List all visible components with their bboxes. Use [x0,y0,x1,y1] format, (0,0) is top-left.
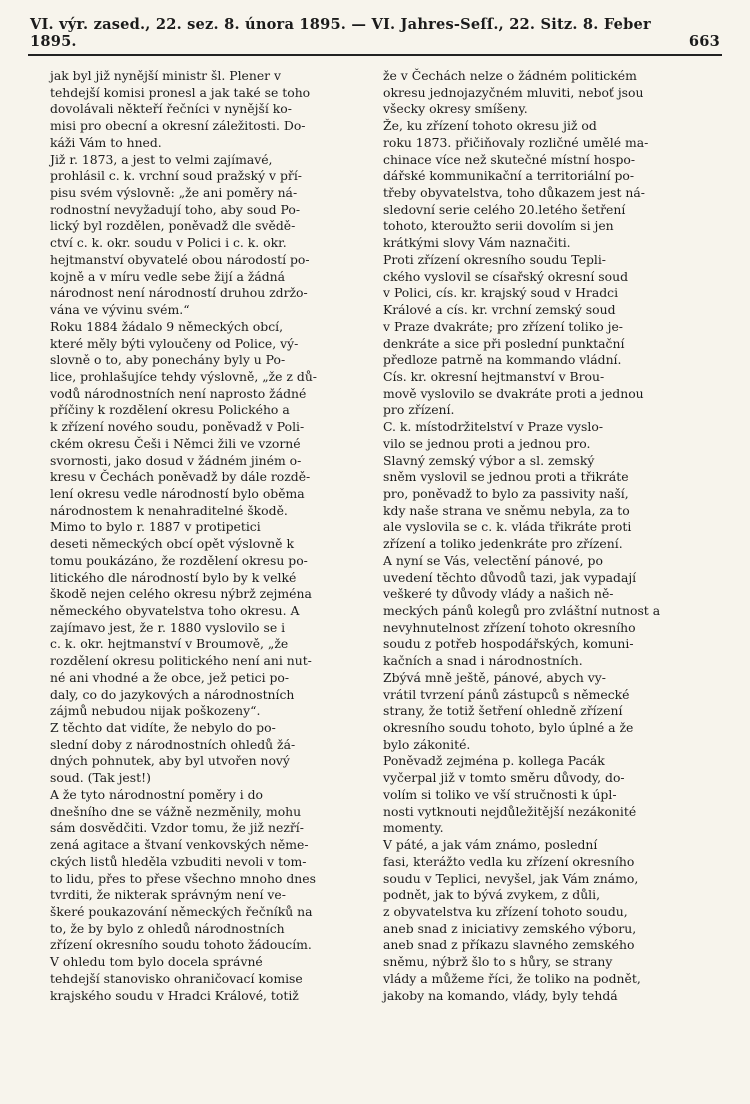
text-line: deseti německých obcí opět výslovně k [50,536,294,552]
text-line: daly, co do jazykových a národnostních [50,686,295,702]
running-header [30,16,720,50]
text-line: dnešního dne se vážně nezměnily, mohu [50,803,302,819]
text-line: V ohledu tom bylo docela správné [50,954,263,970]
text-line: ale vyslovila se c. k. vláda třikráte proti [383,519,632,535]
text-line: vodů národnostních není naprosto žádné [50,385,307,401]
text-line: momenty. [383,820,444,836]
text-line: vyčerpal již v tomto směru důvody, do- [383,770,625,786]
text-line: Z těchto dat vidíte, že nebylo do po- [50,720,276,736]
text-line: litického dle národností bylo by k velké [50,569,297,585]
text-line: příčiny k rozdělení okresu Polického a [50,402,290,418]
text-line: dářské kommunikační a territoriální po- [383,168,635,184]
text-line: A nyní se Vás, velectění pánové, po [383,552,603,568]
text-line: aneb snad z příkazu slavného zemského [383,937,635,953]
text-line: mově vyslovilo se dvakráte proti a jednou [383,385,644,401]
text-line: německého obyvatelstva toho okresu. A [50,603,300,618]
text-line: volím si toliko ve vší stručnosti k úpl- [383,786,617,802]
text-line: vána ve vývinu svém.“ [50,302,190,318]
text-line: Že, ku zřízení tohoto okresu již od [383,118,597,134]
text-line: tomu poukázáno, že rozdělení okresu po- [50,552,308,568]
text-line: C. k. místodržitelství v Praze vyslo- [383,419,604,435]
text-line: to lidu, přes to přese všechno mnoho dnes [50,870,316,886]
left-column [50,68,375,1004]
text-line: Proti zřízení okresního soudu Tepli- [383,251,606,267]
text-line: pisu svém výslovně: „že ani poměry ná- [50,185,298,201]
text-line: meckých pánů kolegů pro zvláštní nutnost a [383,603,661,618]
text-line: jakoby na komando, vlády, byly tehdá [383,987,618,1003]
right-column [383,68,708,1004]
text-line: v Polici, cís. kr. krajský soud v Hradci [383,285,619,301]
text-line: jak byl již nynější ministr šl. Plener v [50,68,282,83]
text-line: zřízení okresního soudu tohoto žádoucím. [50,937,312,953]
text-line: hejtmanství obyvatelé obou národostí po- [50,251,310,267]
text-line: bylo zákonité. [383,736,471,752]
text-line: káži Vám to hned. [50,134,162,150]
text-line: lice, prohlašujíce tehdy výslovně, „že z dů- [50,368,317,384]
text-line: prohlásil c. k. vrchní soud pražský v pří- [50,168,302,184]
text-line: zájmů nebudou nijak poškozeny“. [50,703,261,719]
text-line: uvedení těchto důvodů tazi, jak vypadají [383,569,637,585]
text-line: fasi, kterážto vedla ku zřízení okresního [383,853,635,869]
text-line: misi pro obecní a okresní záležitosti. Do- [50,118,306,134]
text-line: Již r. 1873, a jest to velmi zajímavé, [50,151,273,167]
text-line: nosti vytknouti nejdůležitější nezákonité [383,803,637,819]
text-line: Králové a cís. kr. vrchní zemský soud [383,302,616,318]
text-line: zajímavo jest, že r. 1880 vyslovilo se i [50,619,286,635]
text-line: okresního soudu tohoto, bylo úplné a že [383,720,634,736]
text-line: svornosti, jako dosud v žádném jiném o- [50,452,302,468]
header-rule [28,54,722,56]
text-line: tvrditi, že nikterak správným není ve- [50,887,286,903]
text-line: rozdělení okresu politického není ani nut- [50,653,312,669]
text-line: třeby obyvatelstva, toho důkazem jest ná- [383,185,645,201]
text-line: soudu z potřeb hospodářských, komuni- [383,636,634,652]
text-line: kojně a v míru vedle sebe žijí a žádná [50,268,286,284]
text-line: krátkými slovy Vám naznačiti. [383,235,571,251]
text-line: dných pohnutek, aby byl utvořen nový [50,753,290,769]
page-number: 663 [688,33,720,50]
text-line: lení okresu vedle národností bylo oběma [50,485,305,501]
text-line: krajského soudu v Hradci Králové, totiž [50,987,299,1003]
text-line: všecky okresy smíšeny. [383,101,528,117]
text-line: pro, poněvadž to bylo za passivity naší, [383,485,629,501]
text-line: které měly býti vyloučeny od Police, vý- [50,335,299,351]
text-line: vrátil tvrzení pánů zástupců s německé [383,686,630,702]
text-line: zřízení a toliko jedenkráte pro zřízení. [383,536,623,552]
text-line: škodě nejen celého okresu nýbrž zejména [50,586,312,602]
text-line: podnět, jak to bývá zvykem, z důli, [383,887,601,903]
text-line: dovolávali někteří řečníci v nynější ko- [50,101,292,117]
header-title: VI. výr. zased., 22. sez. 8. února 1895. — VI. Jahres-Seſſ., 22. Sitz. 8. Feber 1895. [30,16,651,50]
text-line: chinace více než skutečné místní hospo- [383,151,636,167]
text-line: roku 1873. přičiňovaly rozličné umělé ma- [383,134,649,150]
text-line: ckých listů hleděla vzbuditi nevoli v tom- [50,853,307,869]
text-line: Slavný zemský výbor a sl. zemský [383,452,595,468]
text-line: Cís. kr. okresní hejtmanství v Brou- [383,368,605,384]
text-line: Poněvadž zejména p. kollega Pacák [383,753,605,769]
text-line: ckém okresu Češi i Němci žili ve vzorné [50,435,301,451]
text-line: škeré poukazování německých řečníků na [50,903,313,919]
text-line: A že tyto národnostní poměry i do [50,786,264,802]
text-line: předloze patrně na kommando vládní. [383,352,622,368]
text-line: sněmu, nýbrž šlo to s hůry, se strany [383,954,613,970]
text-line: sledovní serie celého 20.letého šetření [383,201,626,217]
text-line: tehdejší stanovisko ohraničovací komise [50,970,303,986]
text-line: pro zřízení. [383,402,455,418]
text-line: sněm vyslovil se jednou proti a třikráte [383,469,629,485]
text-line: denkráte a sice při poslední punktační [383,335,625,351]
text-line: sám dosvědčiti. Vzdor tomu, že již nezří- [50,820,304,836]
text-line: né ani vhodné a že obce, jež petici po- [50,669,290,685]
text-line: soud. (Tak jest!) [50,770,151,786]
text-line: lický byl rozdělen, poněvadž dle svědě- [50,218,296,234]
text-line: to, že by bylo z ohledů národnostních [50,920,285,936]
text-line: národnostem k nenahraditelné škodě. [50,502,288,518]
text-line: vilo se jednou proti a jednou pro. [383,435,591,451]
text-line: soudu v Teplici, nevyšel, jak Vám známo, [383,870,639,886]
text-line: Mimo to bylo r. 1887 v protipetici [50,519,261,535]
text-line: ckého vyslovil se císařský okresní soud [383,268,629,284]
text-line: národnost není národností druhou zdržo- [50,285,308,301]
text-line: vlády a můžeme říci, že toliko na podnět, [383,970,641,986]
text-line: zená agitace a štvaní venkovských něme- [50,837,309,853]
text-line: slovně o to, aby ponechány byly u Po- [50,352,286,368]
text-line: Roku 1884 žádalo 9 německých obcí, [50,318,284,334]
text-line: rodnostní nevyžadují toho, aby soud Po- [50,201,301,217]
text-line: slední doby z národnostních ohledů žá- [50,736,296,752]
text-line: ctví c. k. okr. soudu v Polici i c. k. okr. [50,235,287,251]
text-line: nevyhnutelnost zřízení tohoto okresního [383,619,636,635]
text-line: strany, že totiž šetření ohledně zřízení [383,703,623,719]
text-line: k zřízení nového soudu, poněvadž v Poli- [50,419,305,435]
text-line: kdy naše strana ve sněmu nebyla, za to [383,502,630,518]
text-line: okresu jednojazyčném mluviti, neboť jsou [383,84,644,100]
text-line: veškeré ty důvody vlády a našich ně- [383,586,614,602]
text-line: c. k. okr. hejtmanství v Broumově, „že [50,636,289,652]
text-line: v Praze dvakráte; pro zřízení toliko je- [383,318,623,334]
text-line: Zbývá mně ještě, pánové, abych vy- [383,669,606,685]
text-line: aneb snad z iniciativy zemského výboru, [383,920,637,936]
text-line: z obyvatelstva ku zřízení tohoto soudu, [383,903,628,919]
text-line: tehdejší komisi pronesl a jak také se toho [50,84,311,100]
text-line: kačních a snad i národnostních. [383,653,583,669]
text-line: V páté, a jak vám známo, poslední [383,837,598,853]
text-line: že v Čechách nelze o žádném politickém [383,68,637,83]
text-line: tohoto, kteroužto serii dovolím si jen [383,218,614,234]
text-line: kresu v Čechách poněvadž by dále rozdě- [50,469,311,485]
